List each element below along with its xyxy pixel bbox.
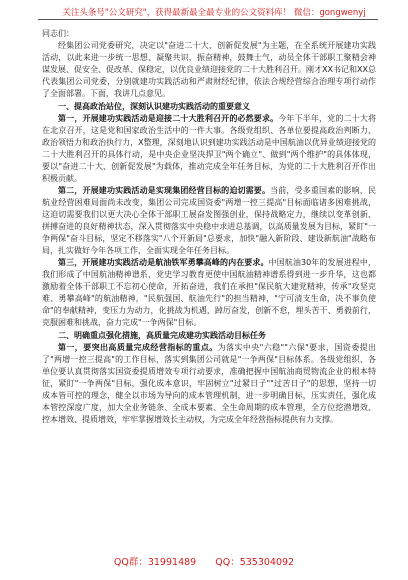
- section-2-point-1: [42, 342, 376, 426]
- qq-group-text: QQ群：31991489: [113, 557, 197, 568]
- document-body: [42, 28, 376, 426]
- header-divider: [38, 19, 378, 20]
- intro-paragraph: 经集团公司党委研究，决定以"奋进二十大，创新促发展"为主题，在全系统开展建功实践活动，以此来进一步统一思想、凝聚共识，振奋精神，鼓舞士气，动员全体干部职工聚精会神谋发展、促安全、促改革、保稳定，以优良业绩迎接党的二十大胜利召开。刚才XX书记和XX总代表集团公司党委，分别就建功实践活动和严肃财经纪律，依法合规经营综合治理专项行动作了全面部署。下面，我讲几点意见。: [42, 41, 376, 98]
- point-lead: 第一，要突出高质量完成经营指标的重点。: [58, 343, 218, 352]
- point-lead: 第一，开展建功实践活动是迎接二十大胜利召开的必然要求。: [58, 114, 279, 123]
- section-1-point-2: [42, 185, 376, 257]
- contact-footer: [0, 557, 408, 569]
- section-1-point-1: [42, 113, 376, 185]
- point-body: 为落实中央"六稳""六保"要求，国资委提出了"两增一控三提高"的工作目标，落实到集团公司就是"一争两保"目标体系。各级党组织、各单位要认真贯彻落实国资委提质增效专项行动要求，准确把握中国航油商贸物流企业的根本特征，紧盯"一争两保"目标，强化成本意识，牢固树立"过紧日子""过苦日子"的思想，坚持一切成本皆可控的理念，健全以市场为导向的成本管理机制，进一步明确目标，压实责任，强化成本管控深度广度，加大全业务链条、全成本要素、全生命周期的成本管理，全方位挖潜增效、控本增效、提质增效，牢牢掌握增效长主动权，为完成全年经营指标提供有力支撑。: [42, 343, 376, 424]
- point-body: 今年下半年，党的二十大将在北京召开，这是党和国家政治生活中的一件大事。各级党组织、各单位要提高政治判断力、政治领悟力和政治执行力，X整理，深刻地认识到建功实践活动是中国航油以优异业绩迎接党的二十大胜利召开的具体行动，是中央企业坚决捍卫"两个确立"、做到"两个维护"的具体体现，要以"奋进二十大、创新促发展"为载体，推动完成全年任务目标，为党的二十大胜利召开作出积极贡献。: [42, 114, 377, 183]
- point-body: 中国航油30年的发展进程中，我们形成了中国航油精神谱系，党史学习教育更使中国航油精神谱系得到进一步升华，这也都激励着全体干部职工不忘初心使命，开拓奋进，我们在承担"保民航大建党精神，传承"攻坚克难、勇攀高峰"的航油精神，"民航强国、航油先行"的担当精神，"宁可清支生命，决不事负使命"的奉献精神，变压力为动力，化挑战为机遇，踔厉奋发，创新不怠，埋头苦干、勇毅前行，克服困难和挑战，奋力完成"一争两保"目标。: [42, 258, 376, 327]
- point-lead: 第三，开展建功实践活动是航油铁军勇攀高峰的内在要求。: [58, 258, 269, 267]
- point-lead: 第二，开展建功实践活动是实现集团经营目标的迫切需要。: [58, 186, 271, 195]
- point-body: 当前，受多重国素的影响，民航业经营困难局面尚未改变，集团公司完成国资委"两增一控三提高"目标面临诸多困难挑战，这迫切需要我们以更大决心全体干部职工展奋发图强创业，保持战略定力，继续以变革创新、拼搏奋进的良好精神状态，深入贯彻落实中央稳中求进总基调，以高质量发展为目标，紧盯"一争两保"奋斗目标，坚定不移落实"八个开新局"总要求，加快"融入新阶段、建设新航油"战略布局，扎实做好今年各项工作，全面实现全年任务目标。: [42, 186, 377, 255]
- salutation: 同志们：: [42, 29, 74, 38]
- promo-banner: 关注头条号"公文研究"，获得最新最全最专业的公文资料库！ 微信：gongwenyj: [62, 8, 366, 18]
- qq-number-text: QQ：535304092: [215, 557, 295, 568]
- section-1-heading: 一、提高政治站位，深刻认识建功实践活动的重要意义: [58, 102, 250, 111]
- section-1-point-3: [42, 257, 376, 329]
- section-2-heading: 二、明确重点强化措施，高质量完成建功实践活动目标任务: [58, 331, 266, 340]
